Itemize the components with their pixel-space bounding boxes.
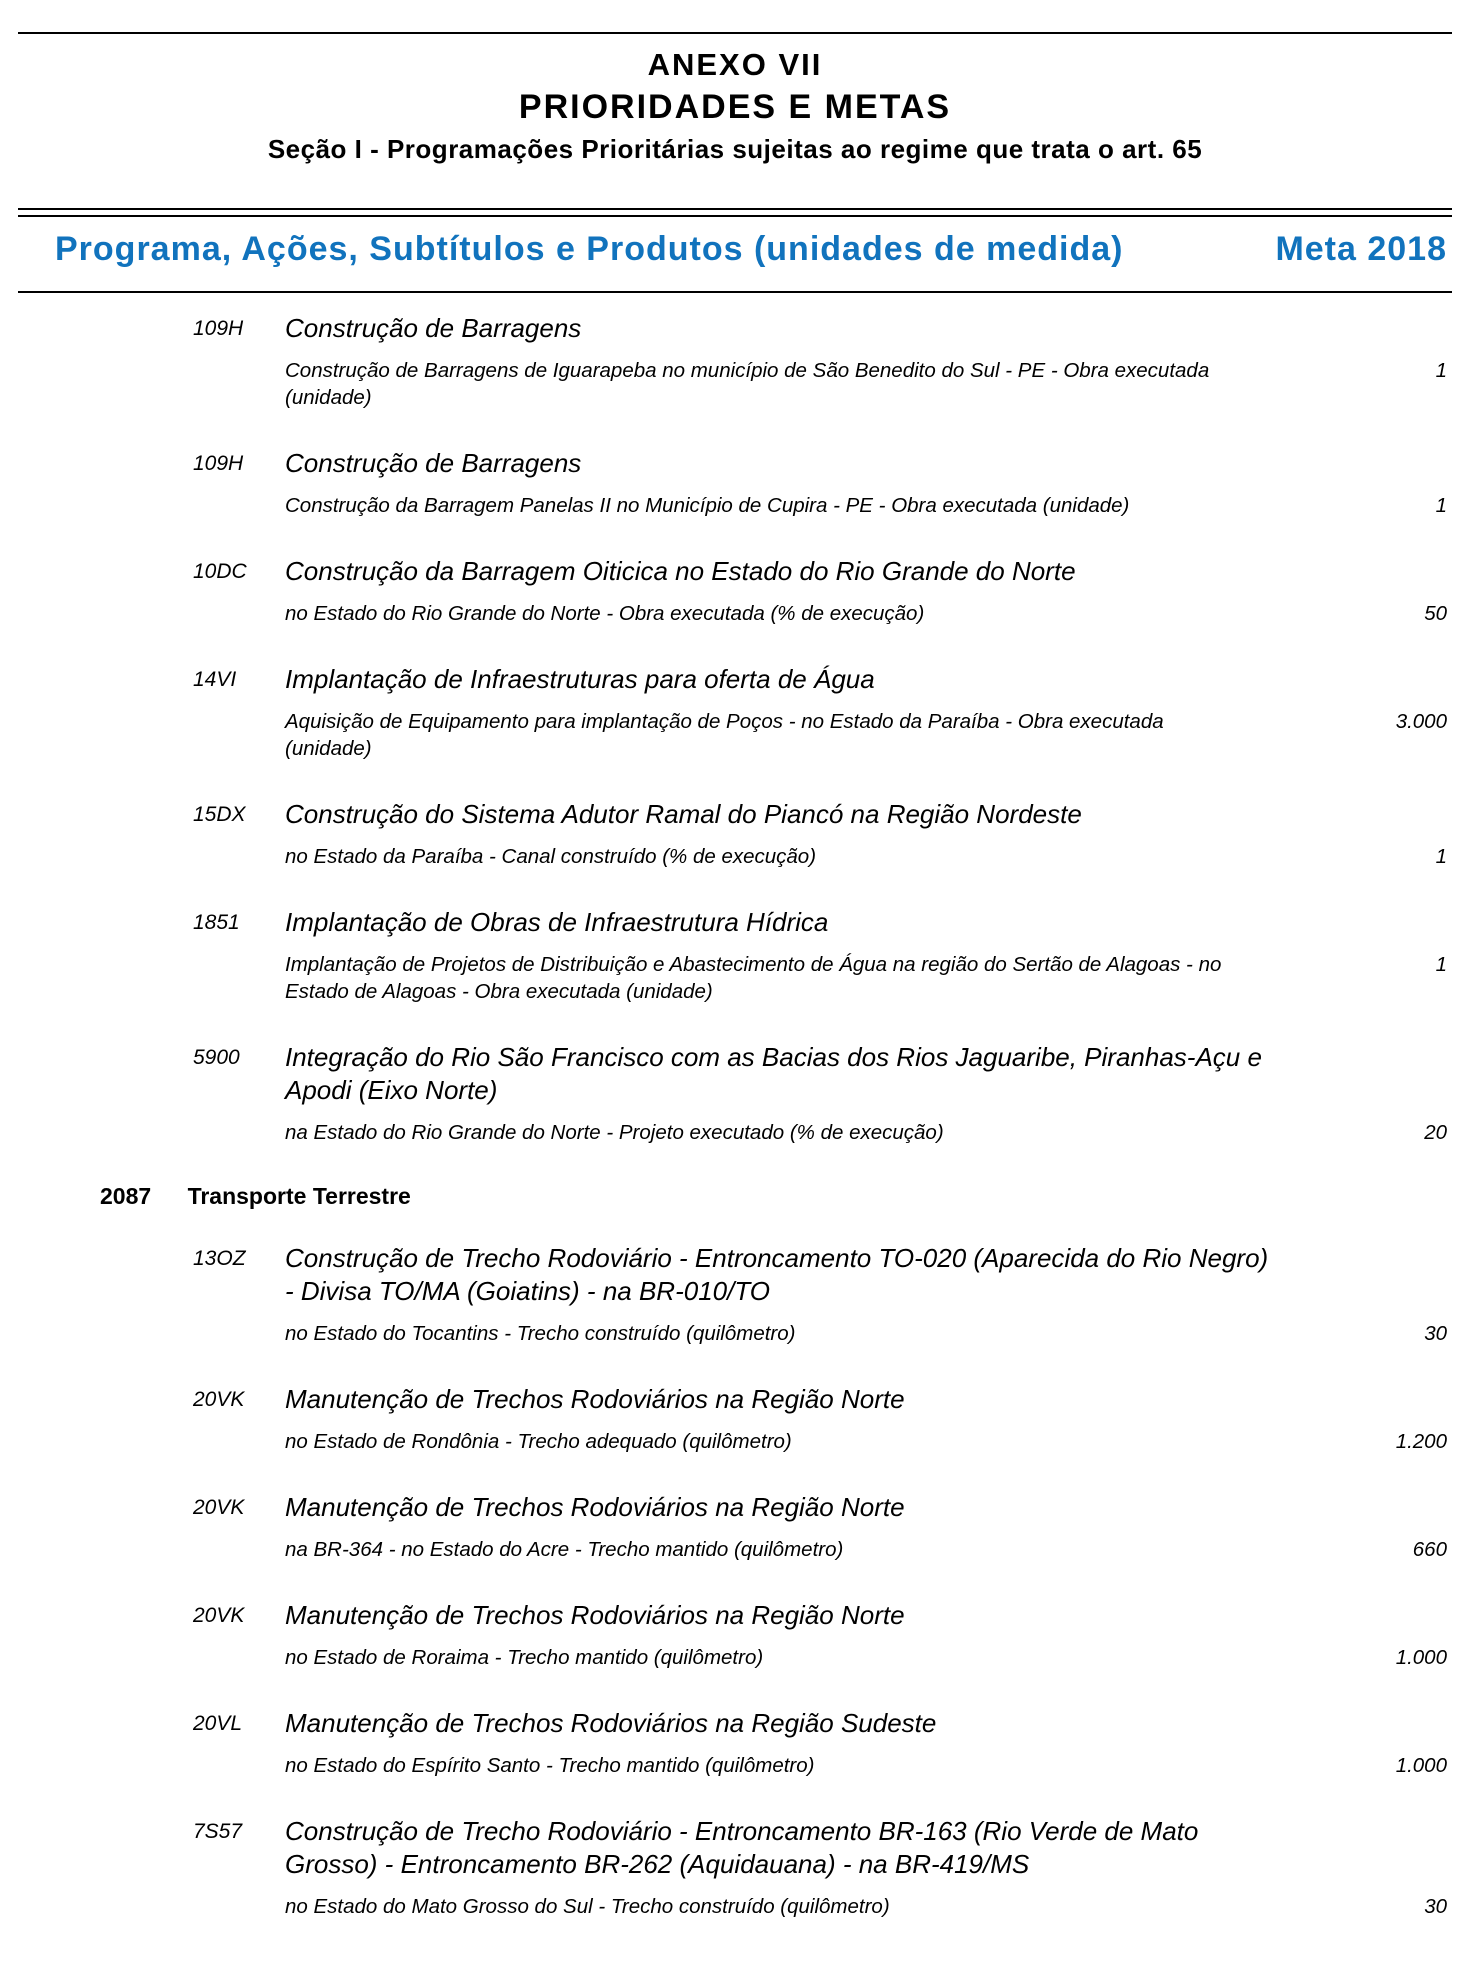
action-body bbox=[285, 312, 1452, 411]
action-subtitle: Construção de Barragens de Iguarapeba no município de São Benedito do Sul - PE - Obra executada (unidade) bbox=[285, 358, 1210, 409]
subtitle-row bbox=[285, 492, 1452, 519]
action-subtitle: no Estado de Rondônia - Trecho adequado (quilômetro) bbox=[285, 1429, 792, 1453]
action-subtitle: na BR-364 - no Estado do Acre - Trecho mantido (quilômetro) bbox=[285, 1537, 844, 1561]
action-code: 13OZ bbox=[193, 1246, 246, 1270]
subtitle-row bbox=[285, 1893, 1452, 1920]
action-code: 109H bbox=[193, 316, 244, 340]
action-subtitle: no Estado do Espírito Santo - Trecho mantido (quilômetro) bbox=[285, 1753, 815, 1777]
action-code: 20VK bbox=[193, 1495, 245, 1519]
subtitle-row bbox=[285, 1644, 1452, 1671]
action-title: Construção de Barragens bbox=[285, 312, 582, 343]
top-rule bbox=[18, 32, 1452, 34]
action-title: Implantação de Obras de Infraestrutura Hídrica bbox=[285, 906, 829, 937]
action-body bbox=[285, 663, 1452, 762]
meta-value: 50 bbox=[1424, 601, 1447, 625]
action-subtitle: Implantação de Projetos de Distribuição e Abastecimento de Água na região do Sertão de Alagoas - no Estado de Alagoas - Obra executada (unidade) bbox=[285, 952, 1222, 1003]
action-title: Integração do Rio São Francisco com as Bacias dos Rios Jaguaribe, Piranhas-Açu e Apodi (Eixo Norte) bbox=[285, 1041, 1262, 1105]
action-subtitle: na Estado do Rio Grande do Norte - Projeto executado (% de execução) bbox=[285, 1120, 944, 1144]
action-title: Manutenção de Trechos Rodoviários na Região Norte bbox=[285, 1383, 905, 1414]
meta-value: 20 bbox=[1424, 1120, 1447, 1144]
action-body bbox=[285, 1242, 1452, 1347]
action-title: Manutenção de Trechos Rodoviários na Região Norte bbox=[285, 1491, 905, 1522]
meta-value: 1 bbox=[1435, 952, 1447, 976]
meta-value: 30 bbox=[1424, 1894, 1447, 1918]
document-page bbox=[0, 32, 1469, 1920]
action-entry bbox=[18, 906, 1452, 1005]
action-entry bbox=[18, 663, 1452, 762]
column-header-programs: Programa, Ações, Subtítulos e Produtos (unidades de medida) bbox=[55, 229, 1124, 268]
action-title: Construção de Trecho Rodoviário - Entroncamento BR-163 (Rio Verde de Mato Grosso) - Entroncamento BR-262 (Aquidauana) - na BR-419/MS bbox=[285, 1815, 1199, 1879]
action-entry bbox=[18, 447, 1452, 519]
action-body bbox=[285, 798, 1452, 870]
subtitle-row bbox=[285, 1119, 1452, 1146]
action-code: 10DC bbox=[193, 559, 247, 583]
program-header bbox=[18, 1182, 1452, 1210]
action-title: Manutenção de Trechos Rodoviários na Região Sudeste bbox=[285, 1707, 937, 1738]
action-entry bbox=[18, 312, 1452, 411]
action-entry bbox=[18, 1383, 1452, 1455]
subtitle-row bbox=[285, 1536, 1452, 1563]
action-body bbox=[285, 447, 1452, 519]
action-code: 1851 bbox=[193, 910, 240, 934]
action-entry bbox=[18, 1491, 1452, 1563]
action-subtitle: Construção da Barragem Panelas II no Município de Cupira - PE - Obra executada (unidade) bbox=[285, 493, 1130, 517]
meta-value: 1 bbox=[1435, 493, 1447, 517]
meta-value: 1 bbox=[1435, 358, 1447, 382]
table-column-header bbox=[18, 217, 1452, 291]
subtitle-row bbox=[285, 1428, 1452, 1455]
action-entry bbox=[18, 555, 1452, 627]
subtitle-row bbox=[285, 600, 1452, 627]
action-code: 20VK bbox=[193, 1603, 245, 1627]
action-code: 5900 bbox=[193, 1045, 240, 1069]
action-subtitle: no Estado do Rio Grande do Norte - Obra executada (% de execução) bbox=[285, 601, 925, 625]
annex-title: ANEXO VII bbox=[647, 47, 823, 82]
subtitle-row bbox=[285, 708, 1452, 762]
entries bbox=[18, 293, 1452, 1920]
action-subtitle: Aquisição de Equipamento para implantação de Poços - no Estado da Paraíba - Obra executada (unidade) bbox=[285, 709, 1164, 760]
section-title: Seção I - Programações Prioritárias sujeitas ao regime que trata o art. 65 bbox=[267, 133, 1203, 164]
action-body bbox=[285, 906, 1452, 1005]
program-name: Transporte Terrestre bbox=[187, 1182, 411, 1209]
action-subtitle: no Estado da Paraíba - Canal construído (% de execução) bbox=[285, 844, 817, 868]
subtitle-row bbox=[285, 357, 1452, 411]
action-entry bbox=[18, 1041, 1452, 1146]
meta-value: 660 bbox=[1412, 1537, 1447, 1561]
header-double-rule bbox=[18, 208, 1452, 217]
subtitle-row bbox=[285, 1320, 1452, 1347]
action-entry bbox=[18, 1599, 1452, 1671]
action-title: Construção de Barragens bbox=[285, 447, 582, 478]
action-body bbox=[285, 1383, 1452, 1455]
action-body bbox=[285, 1707, 1452, 1779]
meta-value: 1.200 bbox=[1395, 1429, 1447, 1453]
action-subtitle: no Estado de Roraima - Trecho mantido (quilômetro) bbox=[285, 1645, 764, 1669]
action-code: 7S57 bbox=[193, 1819, 243, 1843]
action-entry bbox=[18, 798, 1452, 870]
action-entry bbox=[18, 1242, 1452, 1347]
meta-value: 30 bbox=[1424, 1321, 1447, 1345]
action-code: 20VL bbox=[193, 1711, 243, 1735]
meta-value: 1.000 bbox=[1395, 1645, 1447, 1669]
action-entry bbox=[18, 1707, 1452, 1779]
action-body bbox=[285, 1491, 1452, 1563]
action-title: Manutenção de Trechos Rodoviários na Região Norte bbox=[285, 1599, 905, 1630]
action-entry bbox=[18, 1815, 1452, 1920]
action-body bbox=[285, 1599, 1452, 1671]
program-code: 2087 bbox=[100, 1182, 152, 1209]
action-title: Construção de Trecho Rodoviário - Entroncamento TO-020 (Aparecida do Rio Negro) - Divisa TO/MA (Goiatins) - na BR-010/TO bbox=[285, 1242, 1269, 1306]
meta-value: 1 bbox=[1435, 844, 1447, 868]
document-header bbox=[18, 48, 1452, 164]
action-title: Construção da Barragem Oiticica no Estado do Rio Grande do Norte bbox=[285, 555, 1076, 586]
subtitle-row bbox=[285, 1752, 1452, 1779]
subtitle-row bbox=[285, 843, 1452, 870]
document-title: PRIORIDADES E METAS bbox=[518, 87, 952, 126]
action-title: Construção do Sistema Adutor Ramal do Piancó na Região Nordeste bbox=[285, 798, 1082, 829]
meta-value: 3.000 bbox=[1395, 709, 1447, 733]
action-body bbox=[285, 555, 1452, 627]
action-subtitle: no Estado do Tocantins - Trecho construído (quilômetro) bbox=[285, 1321, 796, 1345]
action-code: 15DX bbox=[193, 802, 246, 826]
meta-value: 1.000 bbox=[1395, 1753, 1447, 1777]
action-body bbox=[285, 1041, 1452, 1146]
subtitle-row bbox=[285, 951, 1452, 1005]
action-title: Implantação de Infraestruturas para oferta de Água bbox=[285, 663, 875, 694]
action-code: 14VI bbox=[193, 667, 237, 691]
column-header-meta: Meta 2018 bbox=[1275, 229, 1447, 268]
action-code: 20VK bbox=[193, 1387, 245, 1411]
action-code: 109H bbox=[193, 451, 244, 475]
action-subtitle: no Estado do Mato Grosso do Sul - Trecho construído (quilômetro) bbox=[285, 1894, 890, 1918]
action-body bbox=[285, 1815, 1452, 1920]
